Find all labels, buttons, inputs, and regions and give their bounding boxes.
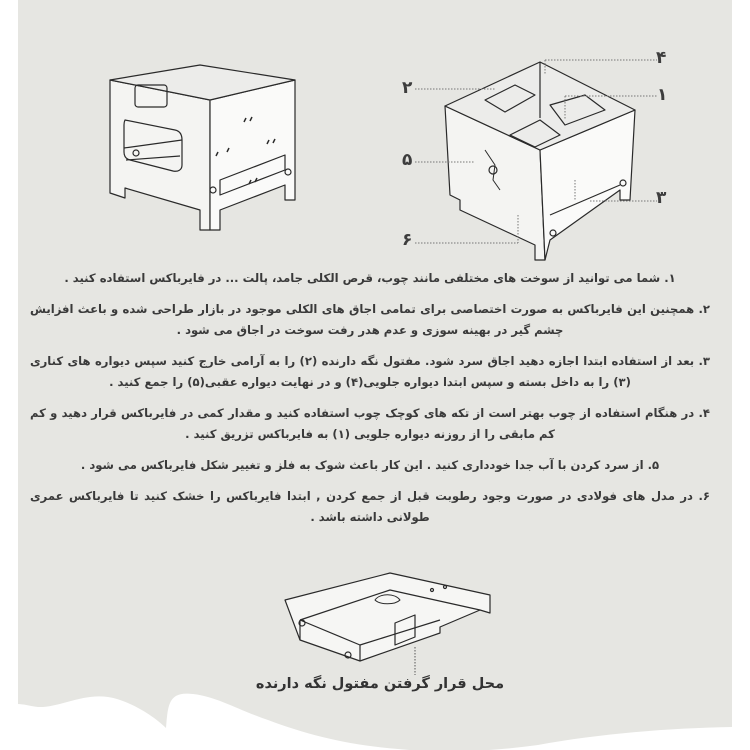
instruction-item-4: ۴. در هنگام استفاده از چوب بهتر است از تکه های کوچک چوب استفاده کنید و مقدار کمی در فایرباکس قرار دهید و کم کم مابقی را از روزنه دیواره جلویی (۱) به فایرباکس تزریق کنید .	[30, 406, 710, 441]
instructions-list	[30, 268, 710, 538]
callout-label-3: ۳	[656, 188, 667, 208]
instruction-item-1: ۱. شما می توانید از سوخت های مختلفی مانند چوب، قرص الکلی جامد، پالت ... در فایرباکس استفاده کنید .	[64, 271, 676, 285]
instruction-item-2: ۲. همچنین این فایرباکس به صورت اختصاصی برای تمامی اجاق های الکلی موجود در بازار طراحی شده و باعث افزایش چشم گیر در بهینه سوزی و عدم هدر رفت سوخت در اجاق می شود .	[30, 302, 710, 337]
callout-label-6: ۶	[402, 230, 413, 250]
callout-label-2: ۲	[402, 78, 413, 98]
stove-assembled-illustration	[100, 60, 300, 240]
instruction-item-6: ۶. در مدل های فولادی در صورت وجود رطوبت قبل از جمع کردن , ابتدا فایرباکس را خشک کنید تا فایرباکس عمری طولانی داشته باشد .	[30, 489, 710, 524]
instruction-item-5: ۵. از سرد کردن با آب جدا خودداری کنید . این کار باعث شوک به فلز و تغییر شکل فایرباکس می شود .	[80, 458, 660, 472]
callout-label-5: ۵	[402, 150, 413, 170]
callout-label-4: ۴	[656, 48, 667, 68]
callout-label-1: ۱	[657, 85, 668, 105]
stove-folded-illustration	[280, 565, 500, 675]
folded-stove-caption: محل قرار گرفتن مفتول نگه دارنده	[255, 676, 505, 692]
instruction-item-3: ۳. بعد از استفاده ابتدا اجازه دهید اجاق سرد شود. مفتول نگه دارنده (۲) را به آرامی خارج کنید سپس دیواره های کناری (۳) را به داخل بسته و سپس ابتدا دیواره جلویی(۴) و در نهایت دیواره عقبی(۵) را جمع کنید .	[30, 354, 710, 389]
stove-labeled-illustration	[375, 40, 675, 265]
